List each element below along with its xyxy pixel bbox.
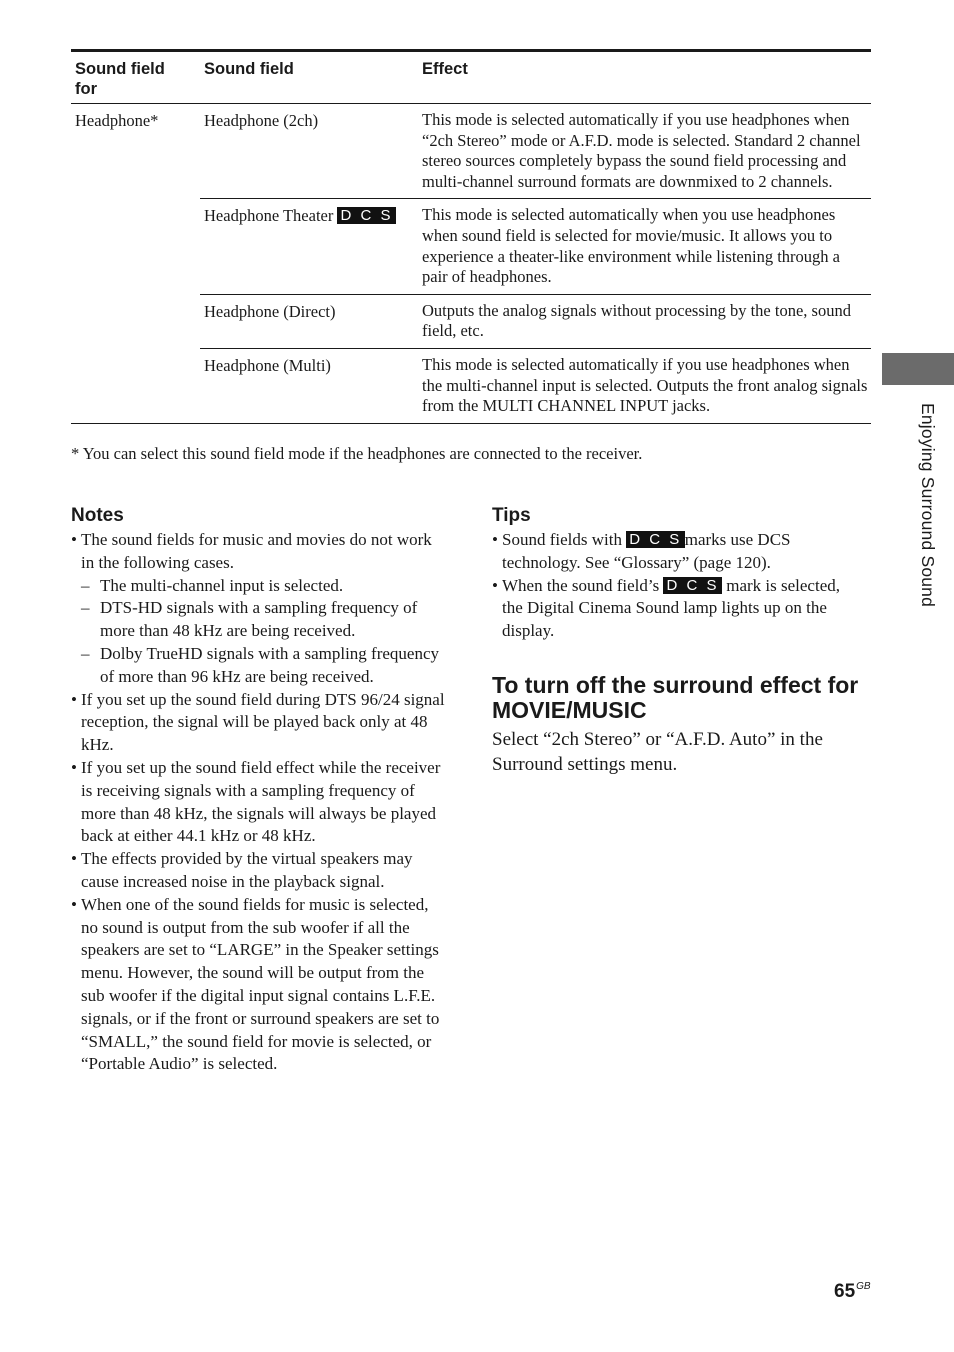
sound-field-effect: Outputs the analog signals without processing by the tone, sound field, etc. — [422, 300, 851, 341]
list-item: – Dolby TrueHD signals with a sampling frequency of more than 96 kHz are being received. — [71, 643, 449, 689]
table-body — [71, 104, 871, 423]
table-row — [200, 199, 871, 294]
sound-field-name: Headphone (2ch) — [204, 111, 319, 130]
sound-field-effect: This mode is selected automatically if you use headphones when the multi-channel input is selected. Outputs the front analog signals from the MULTI CHANNEL INPUT jacks. — [422, 354, 868, 416]
sound-field-effect: This mode is selected automatically if you use headphones when “2ch Stereo” mode or A.F.D. mode is selected. Standard 2 channel stereo sources completely bypass the sound field processing and multi-channel surround formats are downmixed to 2 channels. — [422, 110, 861, 191]
group-label: Headphone* — [75, 111, 159, 130]
table-row — [200, 104, 871, 199]
section-heading: To turn off the surround effect for MOVIE/MUSIC — [492, 671, 859, 723]
sound-field-name: Headphone Theater — [204, 206, 334, 226]
dcs-badge: D C S — [337, 207, 396, 224]
list-item — [71, 529, 449, 689]
tips-section — [492, 504, 864, 777]
tips-title: Tips — [492, 505, 531, 526]
tip-text: mark is selected, the Digital Cinema Sound lamp lights up on the display. — [502, 575, 840, 641]
sound-field-name: Headphone (Direct) — [204, 301, 336, 321]
notes-section — [71, 504, 449, 1076]
table-row — [200, 295, 871, 349]
list-item: • If you set up the sound field during DTS 96/24 signal reception, the signal will be played back only at 48 kHz. — [71, 689, 449, 757]
section-body: Select “2ch Stereo” or “A.F.D. Auto” in the Surround settings menu. — [492, 728, 823, 775]
header-sound-field: Sound field — [204, 60, 294, 78]
table-row — [200, 349, 871, 423]
tip-text: Sound fields with — [502, 530, 622, 549]
sound-field-table — [71, 49, 871, 424]
notes-title: Notes — [71, 505, 124, 526]
tip-text: marks use DCS technology. See “Glossary” (page 120). — [502, 530, 791, 572]
list-item — [492, 575, 864, 643]
sound-field-name-cell — [204, 206, 396, 226]
list-item: • When one of the sound fields for music is selected, no sound is output from the sub woofer if all the speakers are set to “LARGE” in the Speaker settings menu. However, the sound will be output from the sub woofer if the digital input signal contains L.F.E. signals, or if the front or surround speakers are set to “SMALL,” the sound field for movie is selected, or “Portable Audio” is selected. — [71, 894, 449, 1076]
list-item: – DTS-HD signals with a sampling frequency of more than 48 kHz are being received. — [71, 597, 449, 643]
list-item: – The multi-channel input is selected. — [71, 575, 449, 598]
tip-text: When the sound field’s — [502, 575, 660, 595]
list-item: • The effects provided by the virtual speakers may cause increased noise in the playback signal. — [71, 848, 449, 894]
tips-list — [492, 529, 864, 643]
header-effect: Effect — [422, 60, 468, 78]
list-item — [492, 529, 864, 575]
header-sound-field-for: Sound field for — [75, 60, 165, 98]
notes-list — [71, 529, 449, 1076]
table-bottom-rule — [71, 423, 871, 424]
list-item: • If you set up the sound field effect while the receiver is receiving signals with a sampling frequency of more than 48 kHz, the signals will always be played back at either 44.1 kHz or 48 kHz. — [71, 757, 449, 848]
dcs-badge: D C S — [626, 531, 685, 548]
notes-sublist — [81, 575, 449, 689]
note-text: The sound fields for music and movies do not work in the following cases. — [81, 530, 432, 572]
page-number-value: 65 — [834, 1281, 856, 1302]
table-header-row — [71, 52, 871, 104]
sound-field-effect: This mode is selected automatically when you use headphones when sound field is selected for movie/music. It allows you to experience a theater-like environment while listening through a pair of headphones. — [422, 205, 840, 287]
table-footnote: * You can select this sound field mode if the headphones are connected to the receiver. — [71, 444, 643, 463]
page-number — [834, 1281, 871, 1303]
sound-field-name: Headphone (Multi) — [204, 355, 331, 375]
dcs-badge: D C S — [663, 577, 722, 594]
page-number-suffix: GB — [856, 1281, 871, 1292]
chapter-side-label: Enjoying Surround Sound — [918, 403, 938, 608]
chapter-tab-marker — [882, 353, 954, 385]
